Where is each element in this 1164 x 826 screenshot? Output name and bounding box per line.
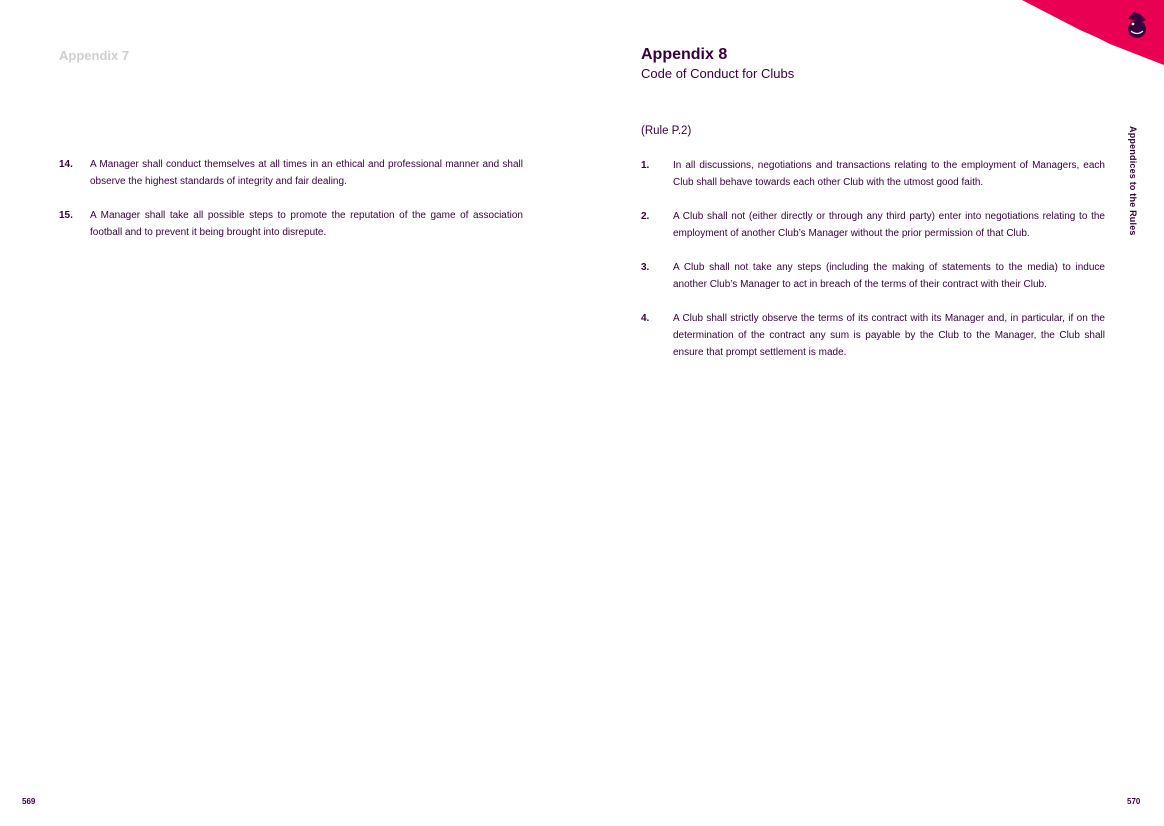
clause-number: 3. (641, 262, 650, 273)
section-side-label: Appendices to the Rules (1128, 126, 1138, 236)
clause-number: 15. (59, 210, 73, 221)
clause-number: 4. (641, 313, 650, 324)
right-clause-list (641, 157, 1105, 378)
clause-text: A Club shall strictly observe the terms of its contract with its Manager and, in particular, if on the determination of the contract any sum is payable by the Club to the Manager, the Club shall ensure that prompt settlement is made. (673, 313, 1105, 358)
rule-reference: (Rule P.2) (641, 125, 692, 137)
list-item (641, 208, 1105, 242)
lion-crest-icon (1128, 12, 1146, 38)
clause-number: 2. (641, 211, 650, 222)
left-page-title: Appendix 7 (59, 48, 130, 63)
clause-number: 1. (641, 160, 650, 171)
clause-text: A Club shall not (either directly or through any third party) enter into negotiations relating to the employment of another Club’s Manager without the prior permission of that Club. (673, 211, 1105, 239)
list-item (641, 259, 1105, 293)
page-title: Appendix 8 (641, 46, 728, 63)
clause-text: A Manager shall take all possible steps to promote the reputation of the game of association football and to prevent it being brought into disrepute. (90, 210, 523, 238)
list-item (641, 157, 1105, 191)
page-number-left: 569 (22, 797, 36, 806)
list-item (59, 207, 523, 241)
clause-text: A Manager shall conduct themselves at all times in an ethical and professional manner and shall observe the highest standards of integrity and fair dealing. (90, 159, 523, 187)
clause-text: In all discussions, negotiations and transactions relating to the employment of Managers, each Club shall behave towards each other Club with the utmost good faith. (673, 160, 1105, 188)
left-clause-list (59, 156, 523, 258)
list-item (59, 156, 523, 190)
page-number-right: 570 (1127, 797, 1141, 806)
clause-text: A Club shall not take any steps (including the making of statements to the media) to induce another Club’s Manager to act in breach of the terms of their contract with their Club. (673, 262, 1105, 290)
corner-accent (0, 0, 1164, 70)
list-item (641, 310, 1105, 361)
clause-number: 14. (59, 159, 73, 170)
page-subtitle: Code of Conduct for Clubs (641, 66, 795, 81)
